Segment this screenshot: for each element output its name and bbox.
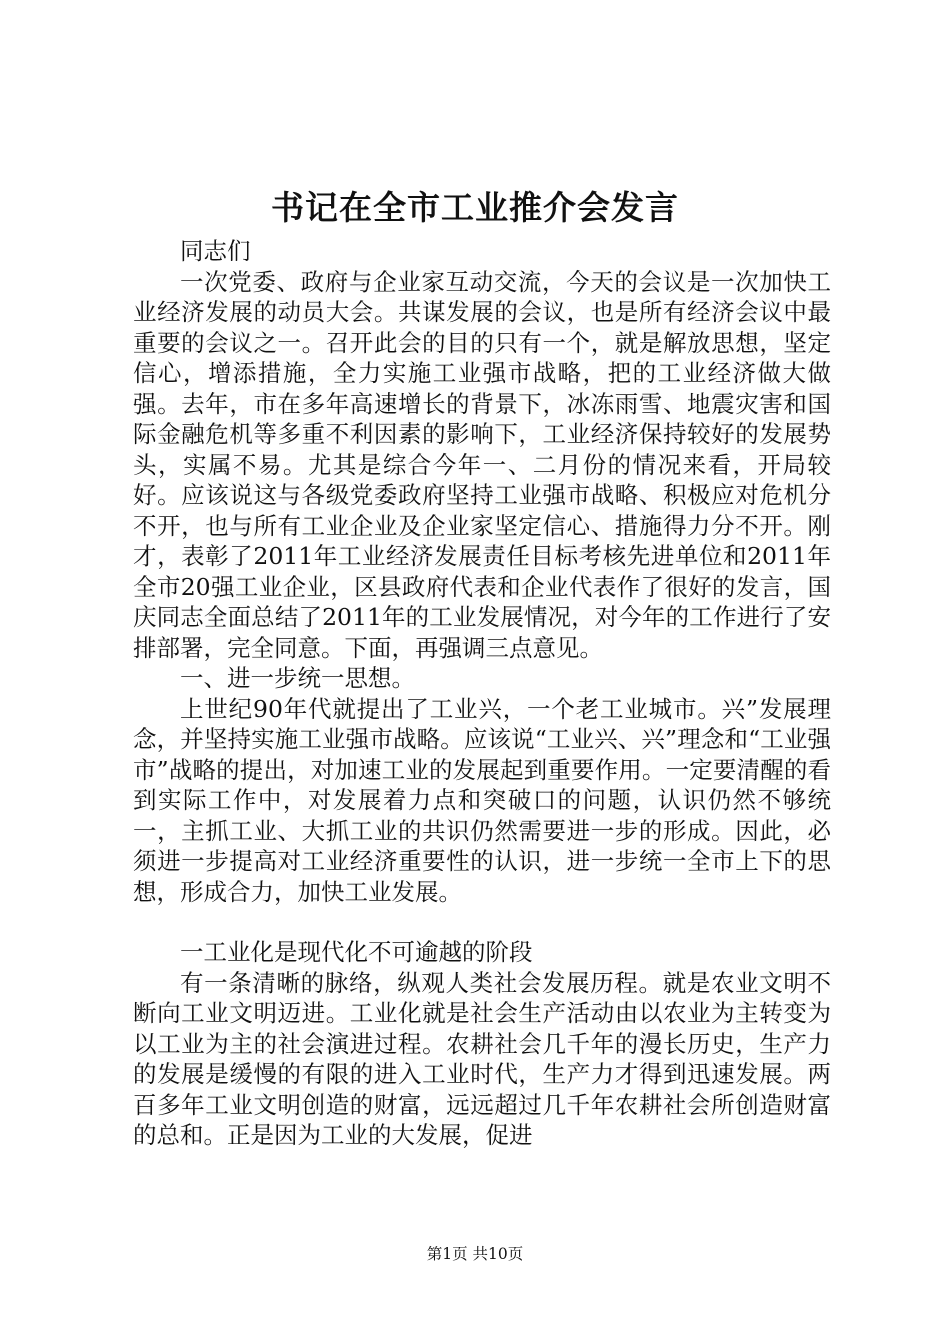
subsection-heading-1: 一工业化是现代化不可逾越的阶段	[180, 938, 533, 966]
paragraph-section-1: 上世纪90年代就提出了工业兴，一个老工业城市。兴”发展理念，并坚持实施工业强市战略。应该说“工业兴、兴”理念和“工业强市”战略的提出，对加速工业的发展起到重要作用。一定要清醒的看到实际工作中，对发展着力点和突破口的问题，认识仍然不够统一，主抓工业、大抓工业的共识仍然需要进一步的形成。因此，必须进一步提高对工业经济重要性的认识，进一步统一全市上下的思想，形成合力，加快工业发展。	[133, 694, 831, 906]
document-body	[133, 236, 831, 1151]
paragraph-subsection-1: 有一条清晰的脉络，纵观人类社会发展历程。就是农业文明不断向工业文明迈进。工业化就是社会生产活动由以农业为主转变为以工业为主的社会演进过程。农耕社会几千年的漫长历史，生产力的发展是缓慢的有限的进入工业时代，生产力才得到迅速发展。两百多年工业文明创造的财富，远远超过几千年农耕社会所创造财富的总和。正是因为工业的大发展，促进	[133, 968, 831, 1149]
paragraph-intro: 一次党委、政府与企业家互动交流，今天的会议是一次加快工业经济发展的动员大会。共谋发展的会议，也是所有经济会议中最重要的会议之一。召开此会的目的只有一个，就是解放思想，坚定信心，增添措施，全力实施工业强市战略，把的工业经济做大做强。去年，市在多年高速增长的背景下，冰冻雨雪、地震灾害和国际金融危机等多重不利因素的影响下，工业经济保持较好的发展势头，实属不易。尤其是综合今年一、二月份的情况来看，开局较好。应该说这与各级党委政府坚持工业强市战略、积极应对危机分不开，也与所有工业企业及企业家坚定信心、措施得力分不开。刚才，表彰了2011年工业经济发展责任目标考核先进单位和2011年全市20强工业企业，区县政府代表和企业代表作了很好的发言，国庆同志全面总结了2011年的工业发展情况，对今年的工作进行了安排部署，完全同意。下面，再强调三点意见。	[133, 267, 831, 662]
paragraph-gap	[133, 907, 831, 937]
salutation: 同志们	[180, 237, 251, 265]
section-heading-1: 一、进一步统一思想。	[180, 664, 415, 692]
document-title: 书记在全市工业推介会发言	[271, 188, 679, 227]
page-footer: 第1页 共10页	[426, 1245, 524, 1263]
